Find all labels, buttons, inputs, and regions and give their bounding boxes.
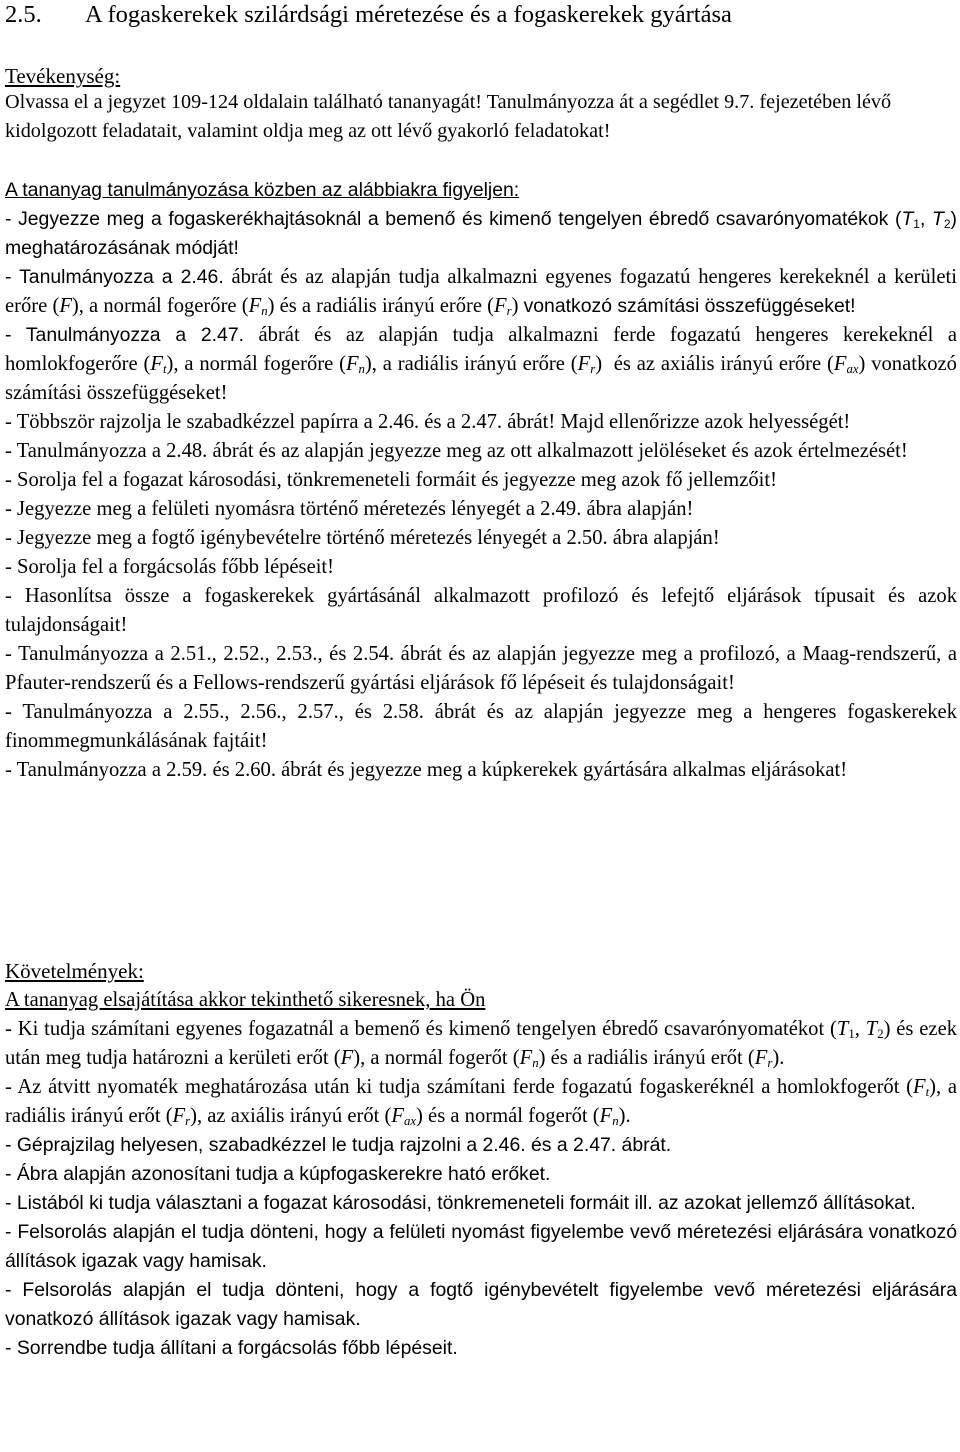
requirement-item: - Felsorolás alapján el tudja dönteni, hogy a felületi nyomást figyelembe vevő méretezési eljárására vonatkozó állítások igazak vagy hamisak. — [5, 1221, 957, 1272]
activity-item: - Jegyezze meg a fogaskerékhajtásoknál a bemenő és kimenő tengelyen ébredő csavarónyomatékok ($T_1$, $T_2$) meghatározásának módját! — [5, 208, 958, 259]
activity-item: - Sorolja fel a fogazat károsodási, tönkremeneteli formáit és jegyezze meg azok fő jellemzőit! — [5, 469, 777, 491]
activity-label: Tevékenység: — [5, 64, 121, 88]
attention-heading: A tananyag tanulmányozása közben az alábbiakra figyeljen: — [5, 179, 520, 201]
activity-item: - Sorolja fel a forgácsolás főbb lépéseit! — [5, 556, 335, 578]
activity-item: - Hasonlítsa össze a fogaskerekek gyártásánál alkalmazott profilozó és lefejtő eljárások típusait és azok tulajdonságait! — [5, 585, 957, 636]
requirement-item: - Listából ki tudja választani a fogazat károsodási, tönkremeneteli formáit ill. az azokat jellemző állításokat. — [5, 1192, 916, 1214]
activity-item: - Tanulmányozza a 2.59. és 2.60. ábrát és jegyezze meg a kúpkerekek gyártására alkalmas eljárásokat! — [5, 759, 848, 781]
activity-section — [5, 176, 957, 785]
requirement-item: - Géprajzilag helyesen, szabadkézzel le tudja rajzolni a 2.46. és a 2.47. ábrát. — [5, 1134, 672, 1156]
activity-item: - Jegyezze meg a felületi nyomásra történő méretezés lényegét a 2.49. ábra alapján! — [5, 498, 694, 520]
activity-item: - Tanulmányozza a 2.48. ábrát és az alapján jegyezze meg az ott alkalmazott jelöléseket és azok értelmezését! — [5, 440, 908, 462]
requirement-item: - Ki tudja számítani egyenes fogazatnál a bemenő és kimenő tengelyen ébredő csavarónyomatékot ($T_1$, $T_2$) és ezek után meg tudja határozni a kerületi erőt (F), a normál fogerőt $(F_n)$ és a radiális irányú erőt $(F_r)$. — [5, 1018, 958, 1071]
activity-item: - Tanulmányozza a 2.55., 2.56., 2.57., és 2.58. ábrát és az alapján jegyezze meg a hengeres fogaskerekek finommegmunkálásának fajtáit! — [5, 701, 957, 752]
activity-item: - Tanulmányozza a 2.46. ábrát és az alapján tudja alkalmazni egyenes fogazatú hengeres kerekeknél a kerületi erőre (F), a normál fogerőre $(F_n)$ és a radiális irányú erőre $(F_r)$ vonatkozó számítási összefüggéseket! — [5, 266, 957, 319]
activity-item: - Többször rajzolja le szabadkézzel papírra a 2.46. és a 2.47. ábrát! Majd ellenőrizze azok helyességét! — [5, 411, 851, 433]
requirement-item: - Ábra alapján azonosítani tudja a kúpfogaskerekre ható erőket. — [5, 1163, 551, 1185]
activity-item: - Tanulmányozza a 2.47. ábrát és az alapján tudja alkalmazni ferde fogazatú hengeres kerekeknél a homlokfogerőre $(F_t)$, a normál fogerőre $(F_n)$, a radiális irányú erőre $(F_r)$ és az axiális irányú erőre $(F_{ax})$ vonatkozó számítási összefüggéseket! — [5, 324, 957, 404]
section-title: A fogaskerekek szilárdsági méretezése és a fogaskerekek gyártása — [85, 1, 732, 28]
requirement-item: - Az átvitt nyomaték meghatározása után ki tudja számítani ferde fogazatú fogaskeréknél a homlokfogerőt $(F_t)$, a radiális irányú erőt $(F_r)$, az axiális irányú erőt $(F_{ax})$ és a normál fogerőt $(F_n)$. — [5, 1076, 957, 1129]
activity-item: - Tanulmányozza a 2.51., 2.52., 2.53., és 2.54. ábrát és az alapján jegyezze meg a profilozó, a Maag-rendszerű, a Pfauter-rendszerű és a Fellows-rendszerű gyártási eljárások fő lépéseit és tulajdonságait! — [5, 643, 957, 694]
requirement-item: - Sorrendbe tudja állítani a forgácsolás főbb lépéseit. — [5, 1337, 458, 1359]
section-heading — [5, 0, 732, 30]
activity-item: - Jegyezze meg a fogtő igénybevételre történő méretezés lényegét a 2.50. ábra alapján! — [5, 527, 720, 549]
section-number: 2.5. — [5, 1, 42, 28]
requirements-section — [5, 986, 957, 1363]
requirements-label: Követelmények: — [5, 959, 144, 983]
requirements-intro: A tananyag elsajátítása akkor tekinthető sikeresnek, ha Ön — [5, 989, 486, 1011]
requirement-item: - Felsorolás alapján el tudja dönteni, hogy a fogtő igénybevételt figyelembe vevő méretezési eljárására vonatkozó állítások igazak vagy hamisak. — [5, 1279, 957, 1330]
activity-intro: Olvassa el a jegyzet 109-124 oldalain található tananyagát! Tanulmányozza át a segédlet 9.7. fejezetében lévő kidolgozott feladatait, valamint oldja meg az ott lévő gyakorló feladatokat! — [5, 91, 892, 142]
